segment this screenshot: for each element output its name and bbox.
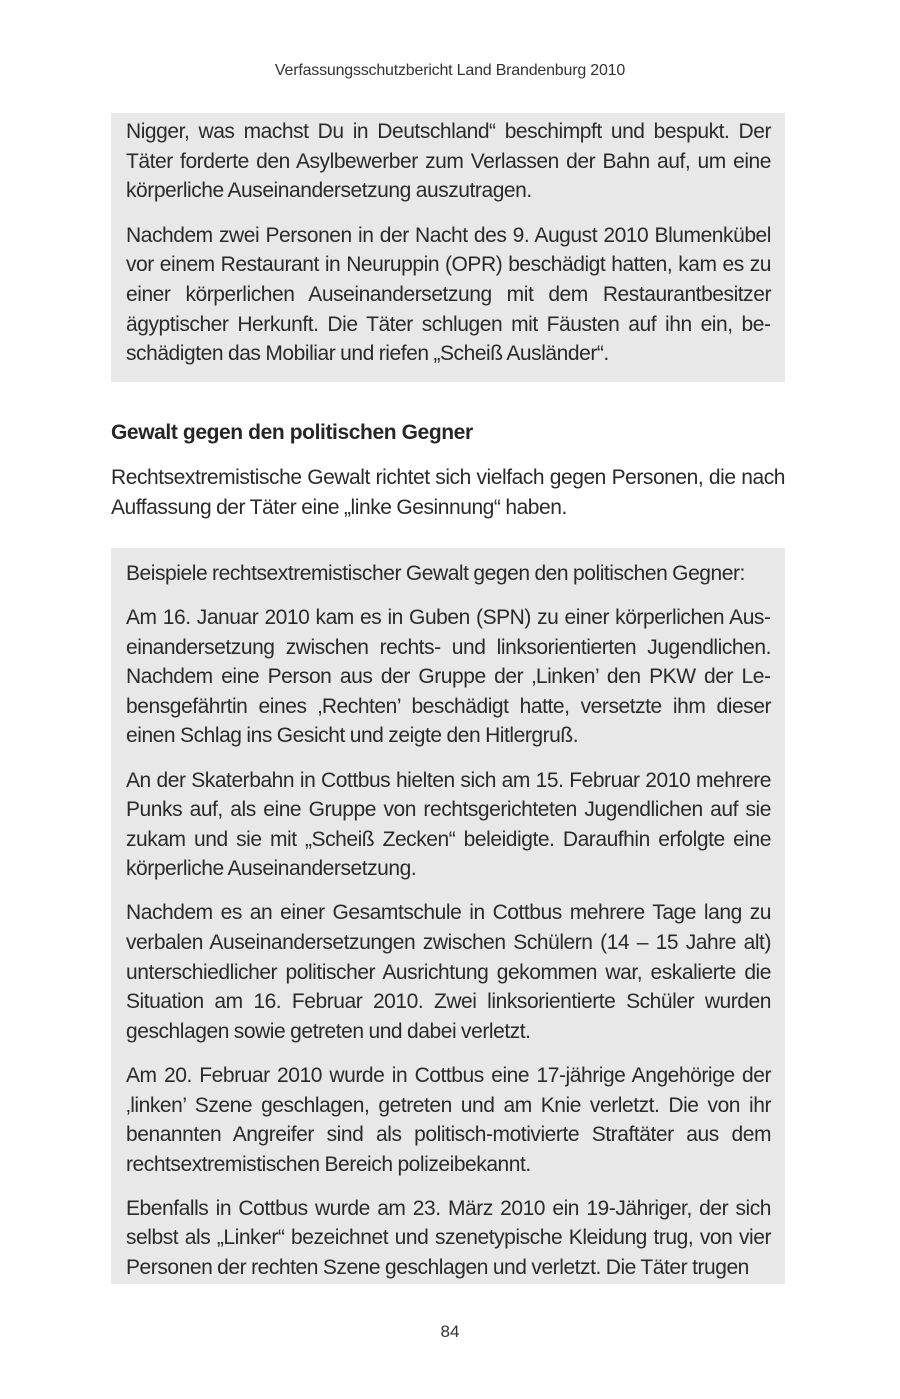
section-heading: Gewalt gegen den politischen Gegner [111, 421, 473, 444]
example-box-asylum [111, 113, 785, 382]
box1-paragraph: Nachdem zwei Personen in der Nacht des 9. August 2010 Blumenkübel vor einem Restaurant in Neuruppin (OPR) beschädigt hatten, kam es zu einer körperlichen Auseinandersetzung mit dem Restaurantbesitzer ägyptischer Herkunft. Die Täter schlugen mit Fäusten auf ihn ein, beschädigten das Mobiliar und riefen „Scheiß Ausländer“. [126, 223, 771, 366]
page-number: 84 [440, 1322, 460, 1341]
section-intro: Rechtsextremistische Gewalt richtet sich vielfach gegen Personen, die nach Auffassung der Täter eine „linke Gesinnung“ haben. [111, 466, 785, 519]
box2-paragraph: Am 16. Januar 2010 kam es in Guben (SPN) zu einer körperlichen Auseinandersetzung zwischen rechts- und linksorientierten Jugendlichen. Nachdem eine Person aus der Gruppe der ‚Linken’ den PKW der Lebensgefährtin eines ‚Rechten’ beschädigt hatte, versetzte ihm dieser einen Schlag ins Gesicht und zeigte den Hitlergruß. [126, 606, 771, 748]
box2-paragraph: Am 20. Februar 2010 wurde in Cottbus eine 17-jährige Angehörige der ‚linken’ Szene geschlagen, getreten und am Knie verletzt. Die von ihr benannten Angreifer sind als politisch-motivierte Straftäter aus dem rechtsextremistischen Bereich polizeibekannt. [126, 1063, 771, 1176]
example-box-political-opponents [111, 548, 785, 1284]
running-header: Verfassungsschutzbericht Land Brandenburg 2010 [274, 62, 626, 79]
box2-paragraph: An der Skaterbahn in Cottbus hielten sich am 15. Februar 2010 mehrere Punks auf, als eine Gruppe von rechtsgerichteten Jugendlichen auf sie zukam und sie mit „Scheiß Zecken“ beleidigte. Daraufhin erfolgte eine körperliche Auseinandersetzung. [126, 768, 771, 881]
box2-paragraph: Nachdem es an einer Gesamtschule in Cottbus mehrere Tage lang zu verbalen Auseinandersetzungen zwischen Schülern (14 – 15 Jahre alt) unterschiedlicher politischer Ausrichtung gekommen war, eskalierte die Situation am 16. Februar 2010. Zwei linksorientierte Schüler wurden geschlagen sowie getreten und dabei verletzt. [126, 901, 771, 1043]
box2-paragraph: Beispiele rechtsextremistischer Gewalt gegen den politischen Gegner: [126, 562, 745, 585]
box1-paragraph: Nigger, was machst Du in Deutschland“ beschimpft und bespukt. Der Täter forderte den Asylbewerber zum Verlassen der Bahn auf, um eine körperliche Auseinandersetzung auszutragen. [126, 120, 771, 203]
box2-paragraph: Ebenfalls in Cottbus wurde am 23. März 2010 ein 19-Jähriger, der sich selbst als „Linker“ bezeichnet und szenetypische Kleidung trug, von vier Personen der rechten Szene geschlagen und verletzt. Die Täter trugen [126, 1196, 771, 1279]
